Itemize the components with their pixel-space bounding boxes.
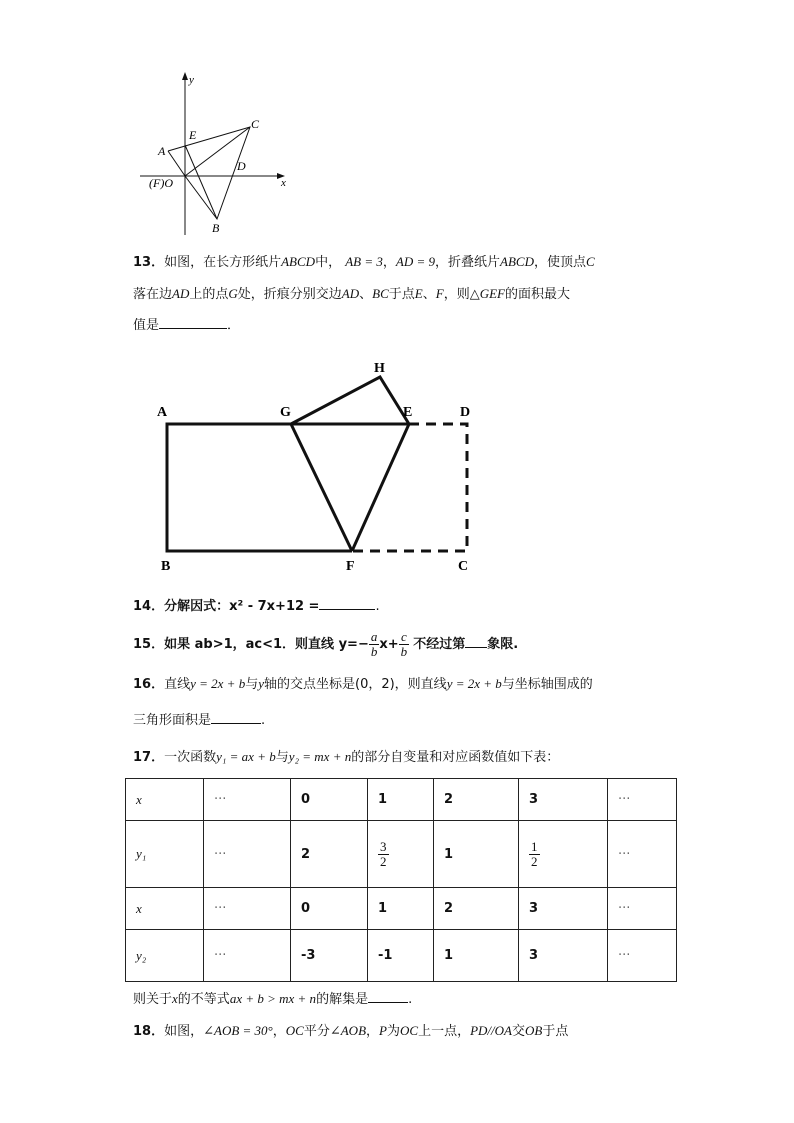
table-cell: 3 — [519, 779, 608, 821]
table-cell: ··· — [608, 888, 677, 930]
point-g-label: G — [280, 405, 291, 420]
table-cell: ··· — [608, 779, 677, 821]
table-row-label: x — [126, 779, 204, 821]
answer-blank — [211, 711, 261, 724]
table-cell: 1 — [368, 779, 434, 821]
fraction-c-over-b: $\frac{c}{b}$ — [400, 629, 408, 659]
q17-after: 则关于x的不等式ax + b > mx + n的解集是 . — [133, 991, 413, 1007]
q13-line1: 13．如图，在长方形纸片ABCD中， AB = 3，AD = 9，折叠纸片ABCD，使顶点C — [133, 254, 595, 270]
q13-line2: 落在边AD上的点G处，折痕分别交边AD、BC于点E、F，则△GEF的面积最大 — [133, 286, 570, 302]
point-a-label: A — [158, 144, 166, 158]
table-cell: ··· — [608, 930, 677, 982]
table-row — [126, 930, 677, 982]
q16-line2: 三角形面积是 . — [133, 713, 266, 728]
q14: 14．分解因式：x² - 7x+12 = . — [133, 599, 380, 614]
answer-blank — [159, 316, 227, 329]
table-row — [126, 888, 677, 930]
table-cell — [519, 821, 608, 888]
table-row — [126, 821, 677, 888]
y-axis-label: y — [189, 74, 194, 86]
table-cell: 3 — [519, 930, 608, 982]
origin-label: (F)O — [149, 176, 173, 190]
coordinate-figure — [135, 68, 295, 238]
q13-line3: 值是 ． — [133, 318, 241, 333]
table-cell: -3 — [291, 930, 368, 982]
point-e-label: E — [403, 405, 413, 420]
x-axis-label: x — [281, 177, 286, 189]
point-c-label: C — [458, 559, 469, 574]
table-cell: 3 — [519, 888, 608, 930]
table-cell: ··· — [204, 779, 291, 821]
table-cell: ··· — [204, 888, 291, 930]
answer-blank — [319, 597, 375, 610]
table-row-label: y₂ — [126, 930, 204, 982]
point-b-label: B — [161, 559, 171, 574]
answer-blank — [465, 635, 487, 648]
answer-blank — [368, 990, 408, 1003]
table-row-label: x — [126, 888, 204, 930]
fraction: $\frac{1}{2}$ — [531, 838, 538, 869]
table-cell: ··· — [204, 821, 291, 888]
value-table — [125, 778, 677, 982]
table-cell: 0 — [291, 888, 368, 930]
q17-intro: 17．一次函数y₁ = ax + b与y₂ = mx + n的部分自变量和对应函数值如下表： — [133, 749, 560, 765]
table-cell: 2 — [434, 779, 519, 821]
table-cell — [368, 821, 434, 888]
point-f-label: F — [346, 559, 355, 574]
point-e-label: E — [189, 128, 197, 142]
table-cell: ··· — [608, 821, 677, 888]
table-cell: 1 — [434, 821, 519, 888]
point-b-label: B — [212, 221, 220, 235]
point-d-label: D — [237, 159, 246, 173]
table-cell: 1 — [434, 930, 519, 982]
table-cell: 2 — [434, 888, 519, 930]
point-c-label: C — [251, 117, 260, 131]
table-cell: 2 — [291, 821, 368, 888]
table-cell: 1 — [368, 888, 434, 930]
q16-line1: 16．直线y = 2x + b与y轴的交点坐标是(0，2)，则直线y = 2x + b与坐标轴围成的 — [133, 676, 593, 692]
fraction-a-over-b: $\frac{a}{b}$ — [370, 629, 378, 659]
rectangle-fold-figure — [155, 358, 485, 578]
point-h-label: H — [374, 361, 385, 376]
q18: 18．如图，∠AOB = 30°，OC平分∠AOB，P为OC上一点，PD//OA交OB于点 — [133, 1023, 569, 1039]
point-a-label: A — [157, 405, 168, 420]
table-row-label: y₁ — [126, 821, 204, 888]
point-d-label: D — [460, 405, 471, 420]
q15: 15．如果 ab>1，ac<1．则直线 y=− $\frac{a}{b}$ x+ $\frac{c}{b}$ 不经过第 象限. — [133, 629, 519, 659]
table-cell: ··· — [204, 930, 291, 982]
fraction: $\frac{3}{2}$ — [380, 838, 387, 869]
table-cell: -1 — [368, 930, 434, 982]
table-row — [126, 779, 677, 821]
table-cell: 0 — [291, 779, 368, 821]
